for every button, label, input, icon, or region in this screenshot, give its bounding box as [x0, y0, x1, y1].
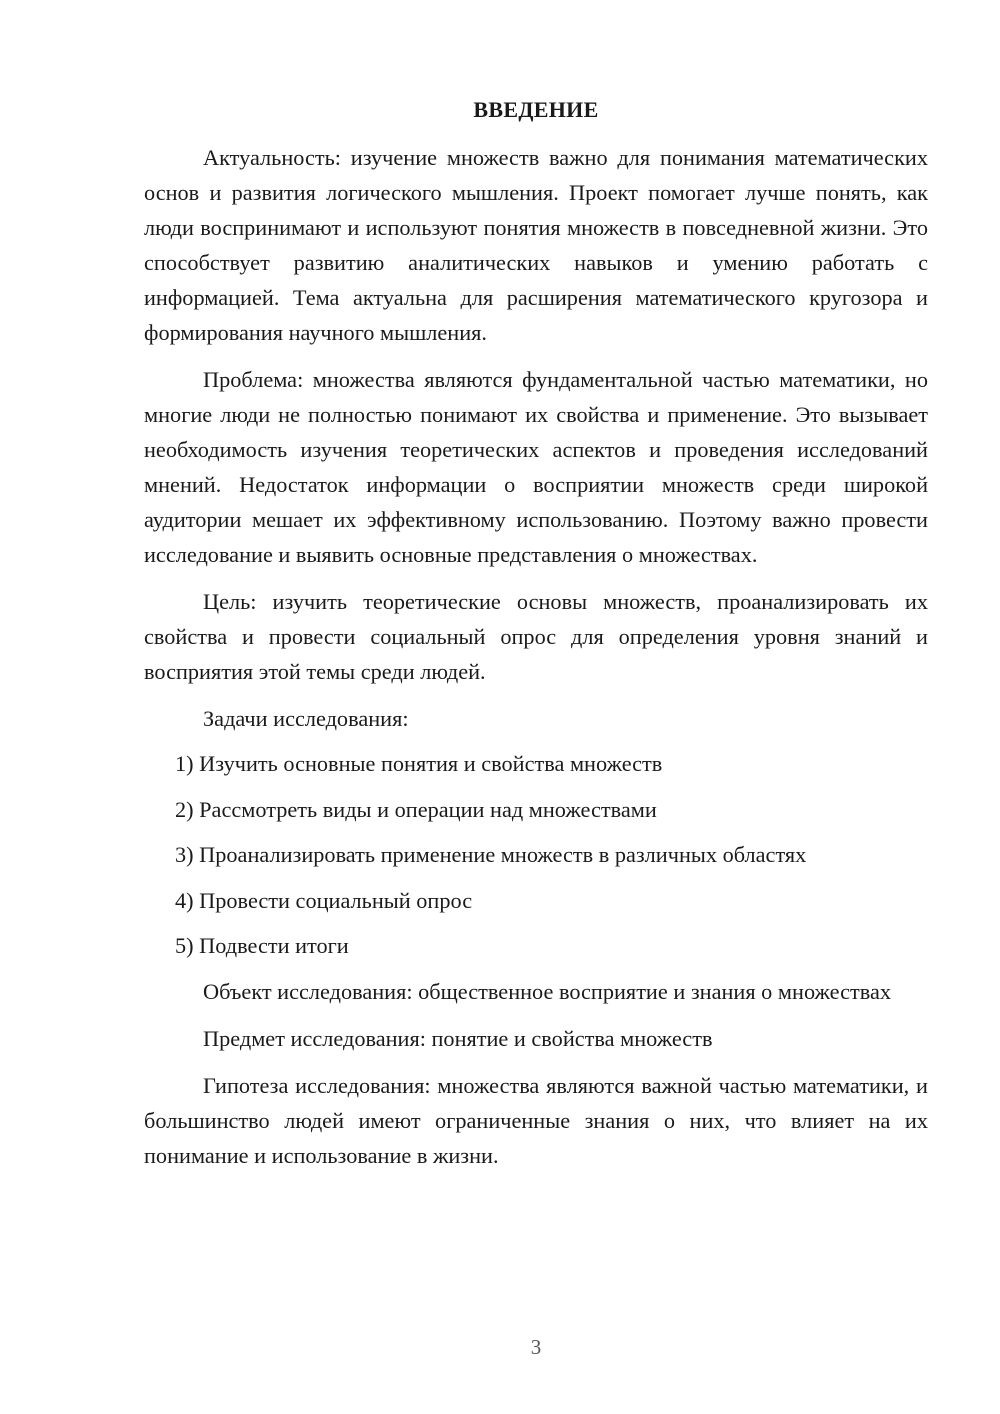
problem-paragraph: Проблема: множества являются фундаментальной частью математики, но многие люди не полностью понимают их свойства и применение. Это вызывает необходимость изучения теоретических аспектов и проведения исследований мнений. Недостаток информации о восприятии множеств среди широкой аудитории мешает их эффективному использованию. Поэтому важно провести исследование и выявить основные представления о множествах. — [144, 367, 928, 567]
task-item: 4) Провести социальный опрос — [175, 887, 473, 913]
page-title: ВВЕДЕНИЕ — [473, 97, 599, 122]
document-page — [144, 92, 928, 1185]
tasks-heading: Задачи исследования: — [203, 706, 409, 731]
tasks-list — [144, 746, 928, 963]
page-number: 3 — [530, 1335, 542, 1359]
object-paragraph: Объект исследования: общественное восприятие и знания о множествах — [203, 978, 892, 1004]
hypothesis-paragraph: Гипотеза исследования: множества являются важной частью математики, и большинство людей имеют ограниченные знания о них, что влияет на их понимание и использование в жизни. — [144, 1072, 928, 1168]
task-item: 2) Рассмотреть виды и операции над множествами — [175, 796, 657, 822]
relevance-paragraph: Актуальность: изучение множеств важно для понимания математических основ и развития логического мышления. Проект помогает лучше понять, как люди воспринимают и используют понятия множеств в повседневной жизни. Это способствует развитию аналитических навыков и умению работать с информацией. Тема актуальна для расширения математического кругозора и формирования научного мышления. — [144, 145, 928, 345]
goal-paragraph: Цель: изучить теоретические основы множеств, проанализировать их свойства и провести социальный опрос для определения уровня знаний и восприятия этой темы среди людей. — [144, 589, 928, 684]
subject-paragraph: Предмет исследования: понятие и свойства множеств — [203, 1025, 713, 1051]
task-item: 3) Проанализировать применение множеств в различных областях — [175, 842, 807, 867]
task-item: 1) Изучить основные понятия и свойства множеств — [175, 751, 663, 776]
task-item: 5) Подвести итоги — [175, 933, 349, 958]
